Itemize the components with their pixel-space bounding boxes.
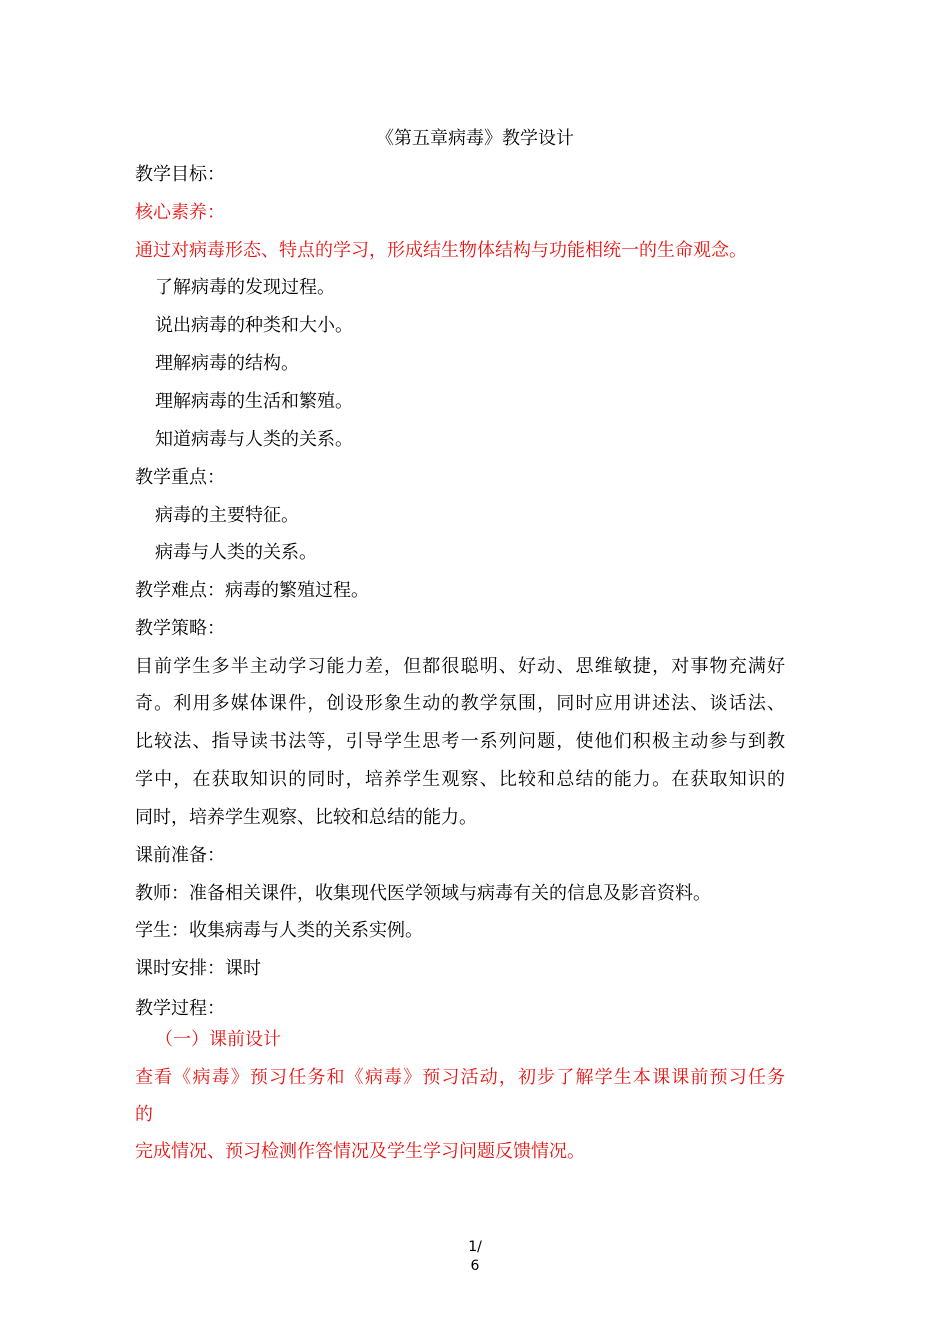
objective-item: 理解病毒的生活和繁殖。 — [155, 391, 353, 412]
objectives-heading: 教学目标： — [135, 164, 225, 185]
objective-item: 了解病毒的发现过程。 — [155, 277, 335, 298]
strategy-line: 比较法、指导读书法等，引导学生思考一系列问题，使他们积极主动参与到教 — [135, 731, 785, 752]
difficulty-line: 教学难点：病毒的繁殖过程。 — [135, 580, 369, 601]
section-one-line: 完成情况、预习检测作答情况及学生学习问题反馈情况。 — [135, 1141, 585, 1162]
key-point-item: 病毒与人类的关系。 — [155, 542, 317, 563]
strategy-line: 同时，培养学生观察、比较和总结的能力。 — [135, 807, 477, 828]
schedule-line: 课时安排：课时 — [135, 958, 261, 979]
strategy-line: 目前学生多半主动学习能力差，但都很聪明、好动、思维敏捷，对事物充满好 — [135, 656, 785, 677]
strategy-line: 学中，在获取知识的同时，培养学生观察、比较和总结的能力。在获取知识的 — [135, 769, 785, 790]
core-literacy-text: 通过对病毒形态、特点的学习，形成结生物体结构与功能相统一的生命观念。 — [135, 240, 747, 261]
teacher-preparation: 教师：准备相关课件，收集现代医学领域与病毒有关的信息及影音资料。 — [135, 883, 711, 904]
strategy-line: 奇。利用多媒体课件，创设形象生动的教学氛围，同时应用讲述法、谈话法、 — [135, 693, 785, 714]
section-one-line: 的 — [135, 1104, 153, 1125]
document-title: 《第五章病毒》教学设计 — [376, 128, 574, 149]
core-literacy-heading: 核心素养： — [135, 202, 225, 223]
section-one-line: 查看《病毒》预习任务和《病毒》预习活动，初步了解学生本课课前预习任务 — [135, 1067, 785, 1088]
student-preparation: 学生：收集病毒与人类的关系实例。 — [135, 920, 423, 941]
process-heading: 教学过程： — [135, 998, 225, 1019]
objective-item: 理解病毒的结构。 — [155, 353, 299, 374]
section-one-heading: （一）课前设计 — [155, 1029, 281, 1050]
strategy-heading: 教学策略： — [135, 618, 225, 639]
page-number-current: 1/ — [468, 1239, 482, 1255]
page-number-total: 6 — [470, 1258, 480, 1274]
objective-item: 知道病毒与人类的关系。 — [155, 429, 353, 450]
key-point-item: 病毒的主要特征。 — [155, 505, 299, 526]
preparation-heading: 课前准备： — [135, 845, 225, 866]
objective-item: 说出病毒的种类和大小。 — [155, 315, 353, 336]
key-points-heading: 教学重点： — [135, 467, 225, 488]
